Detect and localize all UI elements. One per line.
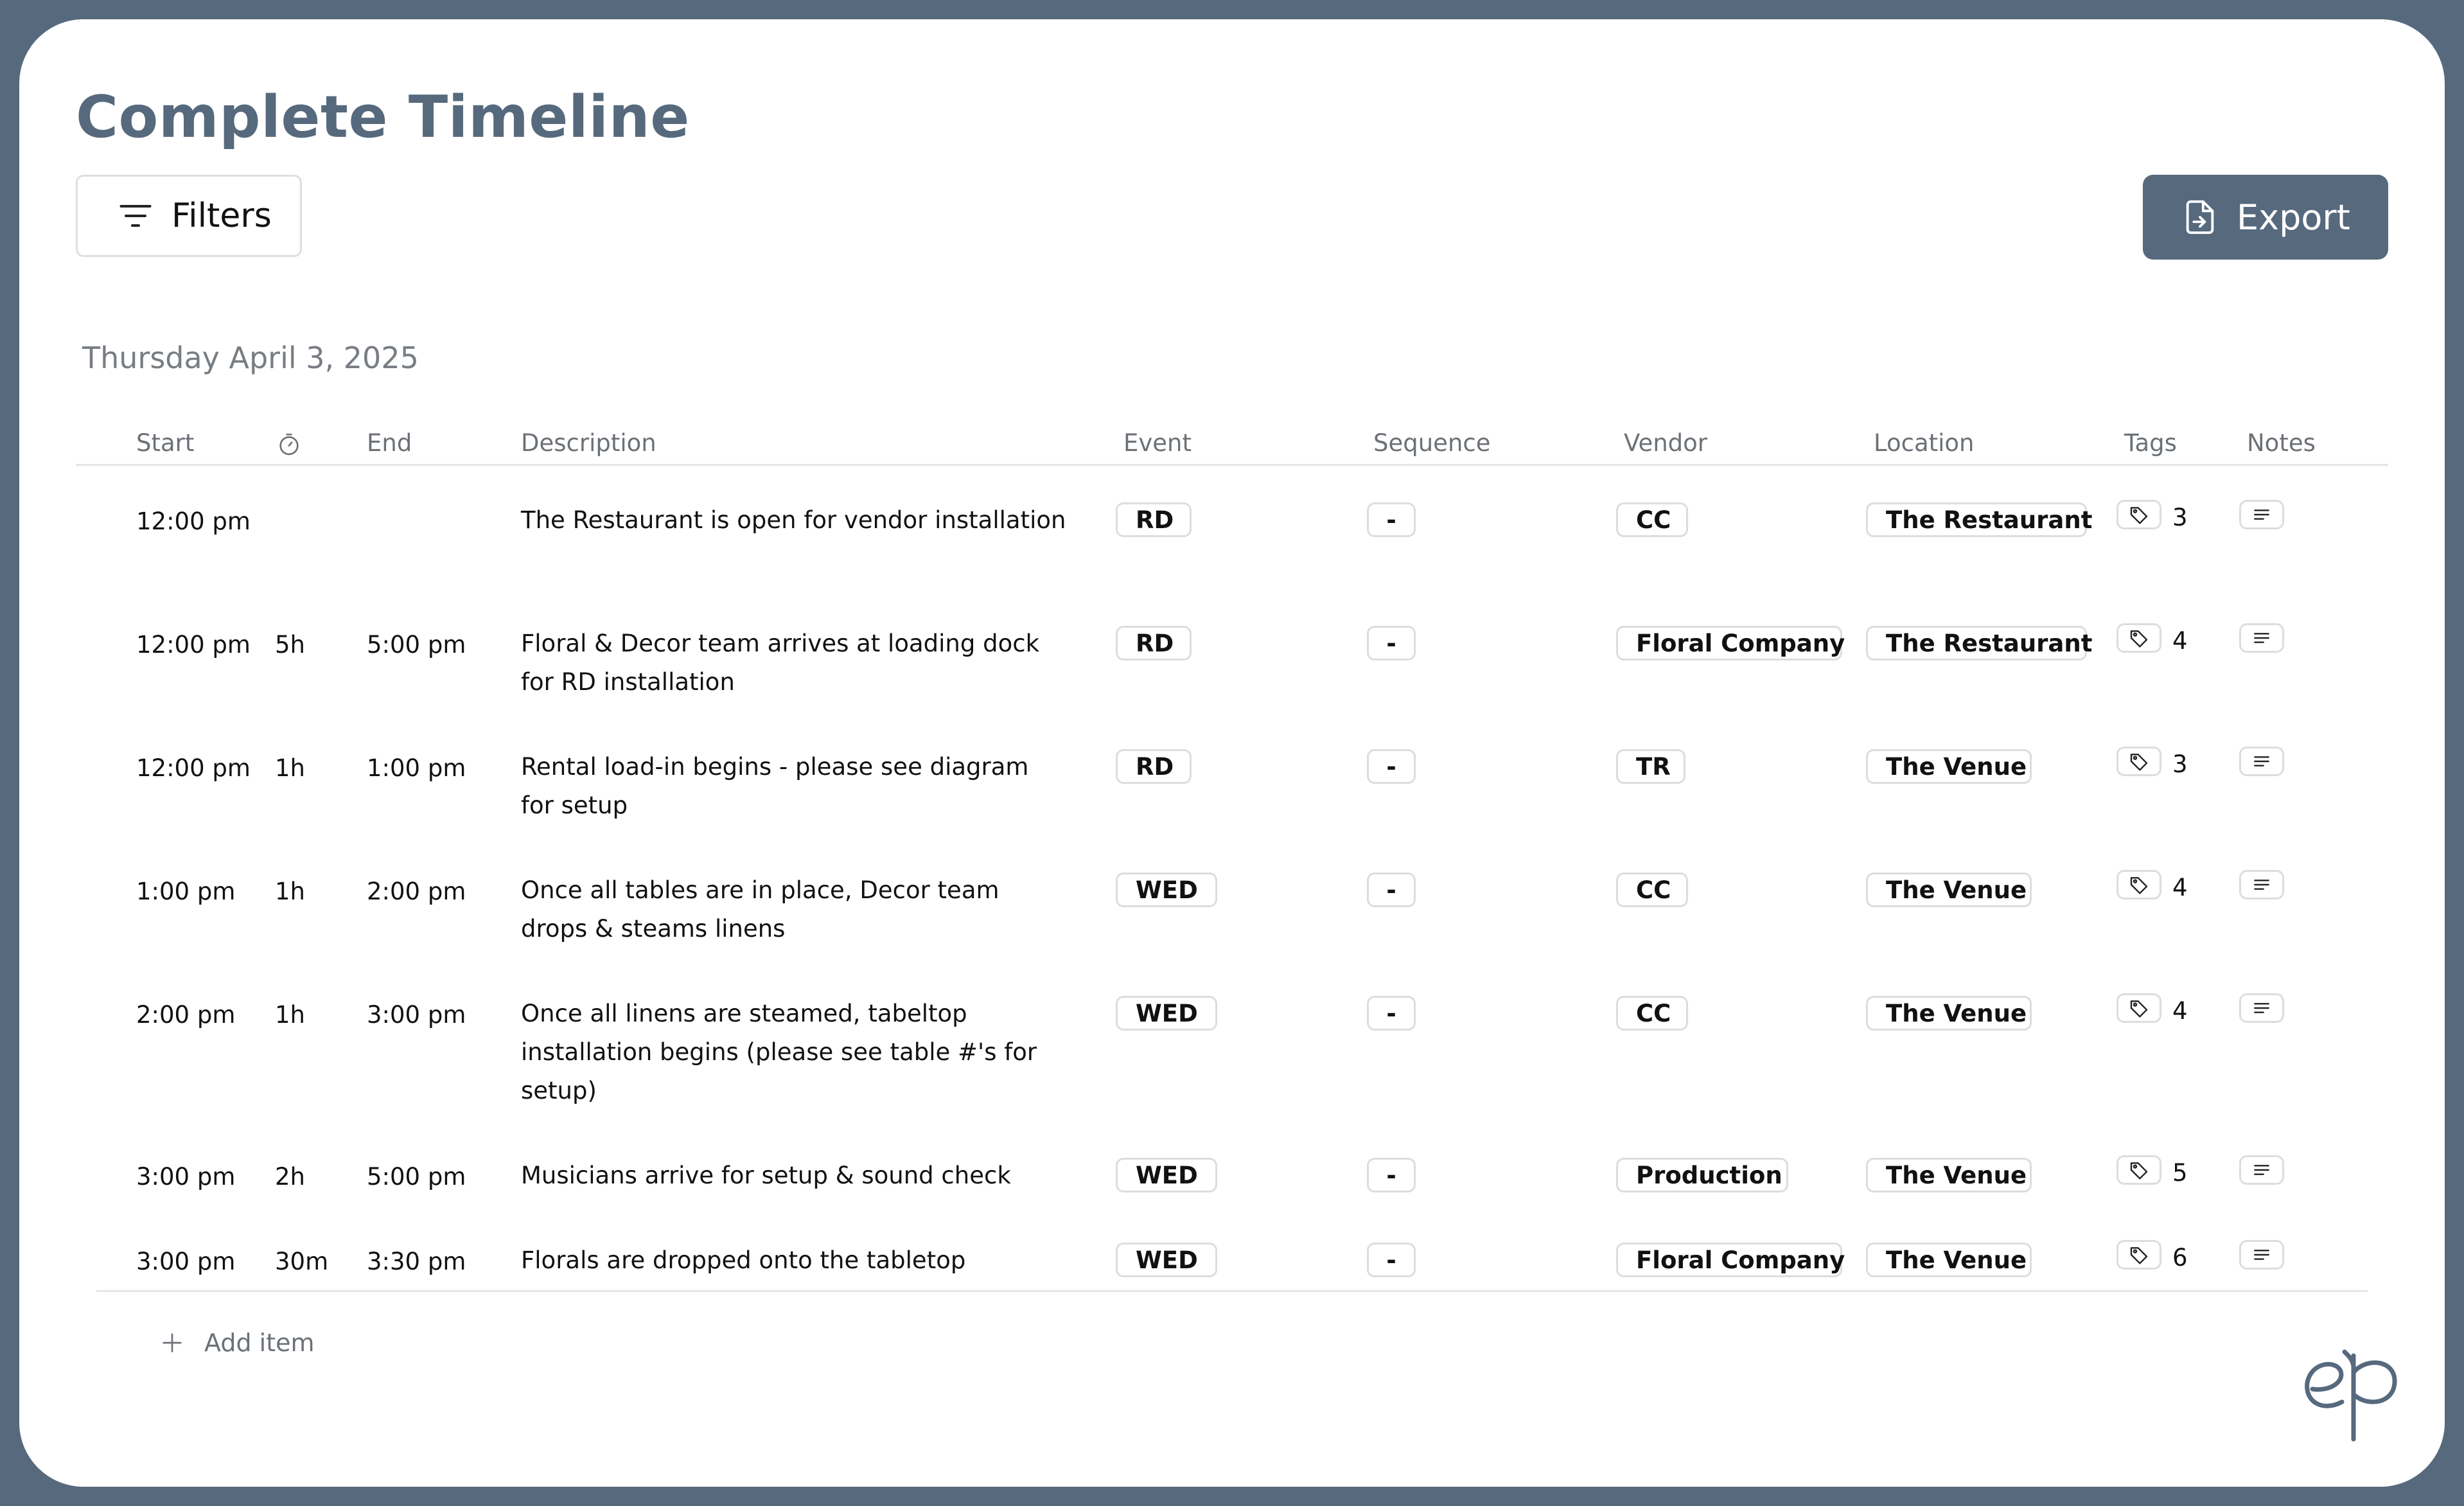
- export-button[interactable]: [2143, 175, 2388, 260]
- row-end-time: 5:00 pm: [367, 1163, 466, 1191]
- vendor-pill[interactable]: CC: [1616, 502, 1688, 537]
- row-description[interactable]: Floral & Decor team arrives at loading dock for RD installation: [521, 630, 1040, 696]
- location-pill[interactable]: The Venue: [1866, 1243, 2032, 1277]
- sequence-pill[interactable]: -: [1367, 873, 1416, 907]
- event-pill[interactable]: WED: [1116, 996, 1217, 1031]
- tag-icon[interactable]: [2116, 1240, 2161, 1270]
- location-pill[interactable]: The Venue: [1866, 873, 2032, 907]
- sequence-pill[interactable]: -: [1367, 749, 1416, 784]
- row-end-time: 5:00 pm: [367, 631, 466, 659]
- row-start-time: 12:00 pm: [136, 631, 251, 659]
- row-description[interactable]: Rental load-in begins - please see diagram for setup: [521, 753, 1029, 819]
- column-header-description: Description: [521, 429, 656, 457]
- column-header-start: Start: [136, 429, 195, 457]
- column-header-location: Location: [1874, 429, 1975, 457]
- row-start-time: 3:00 pm: [136, 1248, 236, 1275]
- tag-count: 3: [2172, 504, 2188, 531]
- sequence-pill[interactable]: -: [1367, 502, 1416, 537]
- row-duration: 1h: [275, 754, 305, 782]
- tag-count: 3: [2172, 750, 2188, 778]
- filters-button[interactable]: [76, 175, 302, 257]
- row-end-time: 1:00 pm: [367, 754, 466, 782]
- row-start-time: 2:00 pm: [136, 1001, 236, 1029]
- tag-icon[interactable]: [2116, 747, 2161, 776]
- notes-lines-icon[interactable]: [2239, 1240, 2284, 1270]
- event-pill[interactable]: RD: [1116, 626, 1192, 660]
- tag-count: 4: [2172, 874, 2188, 901]
- event-pill[interactable]: WED: [1116, 1243, 1217, 1277]
- tag-icon[interactable]: [2116, 623, 2161, 653]
- column-header-vendor: Vendor: [1624, 429, 1707, 457]
- tag-count: 5: [2172, 1159, 2188, 1187]
- event-pill[interactable]: RD: [1116, 749, 1192, 784]
- sequence-pill[interactable]: -: [1367, 1243, 1416, 1277]
- row-description[interactable]: Once all linens are steamed, tabeltop installation begins (please see table #'s for setup): [521, 1000, 1037, 1104]
- tag-count: 4: [2172, 997, 2188, 1025]
- column-header-tags: Tags: [2124, 429, 2177, 457]
- vendor-pill[interactable]: Floral Company: [1616, 626, 1842, 660]
- tag-icon[interactable]: [2116, 500, 2161, 529]
- location-pill[interactable]: The Venue: [1866, 1158, 2032, 1192]
- event-pill[interactable]: WED: [1116, 873, 1217, 907]
- sequence-pill[interactable]: -: [1367, 626, 1416, 660]
- notes-lines-icon[interactable]: [2239, 993, 2284, 1023]
- row-start-time: 1:00 pm: [136, 878, 236, 905]
- row-duration: 30m: [275, 1248, 329, 1275]
- row-duration: 5h: [275, 631, 305, 659]
- header-divider: [76, 464, 2388, 466]
- sequence-pill[interactable]: -: [1367, 996, 1416, 1031]
- vendor-pill[interactable]: CC: [1616, 873, 1688, 907]
- row-end-time: 3:30 pm: [367, 1248, 466, 1275]
- location-pill[interactable]: The Venue: [1866, 749, 2032, 784]
- filter-lines-icon: [116, 197, 155, 235]
- row-description[interactable]: The Restaurant is open for vendor installation: [521, 506, 1066, 534]
- export-label: Export: [2237, 197, 2350, 238]
- tag-count: 6: [2172, 1244, 2188, 1271]
- row-start-time: 12:00 pm: [136, 754, 251, 782]
- tag-count: 4: [2172, 627, 2188, 655]
- notes-lines-icon[interactable]: [2239, 870, 2284, 899]
- page-title: Complete Timeline: [76, 84, 690, 151]
- vendor-pill[interactable]: CC: [1616, 996, 1688, 1031]
- row-end-time: 3:00 pm: [367, 1001, 466, 1029]
- vendor-pill[interactable]: Floral Company: [1616, 1243, 1842, 1277]
- timeline-card: [19, 19, 2445, 1487]
- row-description[interactable]: Florals are dropped onto the tabletop: [521, 1246, 966, 1274]
- row-start-time: 3:00 pm: [136, 1163, 236, 1191]
- notes-lines-icon[interactable]: [2239, 623, 2284, 653]
- file-export-icon: [2181, 199, 2219, 236]
- notes-lines-icon[interactable]: [2239, 747, 2284, 776]
- row-duration: 1h: [275, 1001, 305, 1029]
- notes-lines-icon[interactable]: [2239, 1155, 2284, 1185]
- ep-logo: [2300, 1343, 2402, 1452]
- column-header-sequence: Sequence: [1373, 429, 1491, 457]
- row-start-time: 12:00 pm: [136, 508, 251, 535]
- row-end-time: 2:00 pm: [367, 878, 466, 905]
- column-header-end: End: [367, 429, 412, 457]
- plus-icon: [159, 1330, 185, 1356]
- table-bottom-divider: [96, 1290, 2368, 1292]
- stopwatch-icon: [276, 432, 302, 463]
- date-heading: Thursday April 3, 2025: [82, 341, 419, 375]
- vendor-pill[interactable]: TR: [1616, 749, 1685, 784]
- location-pill[interactable]: The Venue: [1866, 996, 2032, 1031]
- row-description[interactable]: Once all tables are in place, Decor team drops & steams linens: [521, 876, 999, 943]
- tag-icon[interactable]: [2116, 1155, 2161, 1185]
- row-duration: 2h: [275, 1163, 305, 1191]
- location-pill[interactable]: The Restaurant: [1866, 626, 2087, 660]
- column-header-notes: Notes: [2247, 429, 2316, 457]
- row-description[interactable]: Musicians arrive for setup & sound check: [521, 1162, 1011, 1189]
- vendor-pill[interactable]: Production: [1616, 1158, 1788, 1192]
- notes-lines-icon[interactable]: [2239, 500, 2284, 529]
- tag-icon[interactable]: [2116, 870, 2161, 899]
- sequence-pill[interactable]: -: [1367, 1158, 1416, 1192]
- add-item-label: Add item: [204, 1329, 315, 1357]
- filters-label: Filters: [172, 197, 272, 235]
- event-pill[interactable]: RD: [1116, 502, 1192, 537]
- event-pill[interactable]: WED: [1116, 1158, 1217, 1192]
- add-item-button[interactable]: [159, 1329, 315, 1357]
- tag-icon[interactable]: [2116, 993, 2161, 1023]
- location-pill[interactable]: The Restaurant: [1866, 502, 2087, 537]
- row-duration: 1h: [275, 878, 305, 905]
- column-header-event: Event: [1123, 429, 1192, 457]
